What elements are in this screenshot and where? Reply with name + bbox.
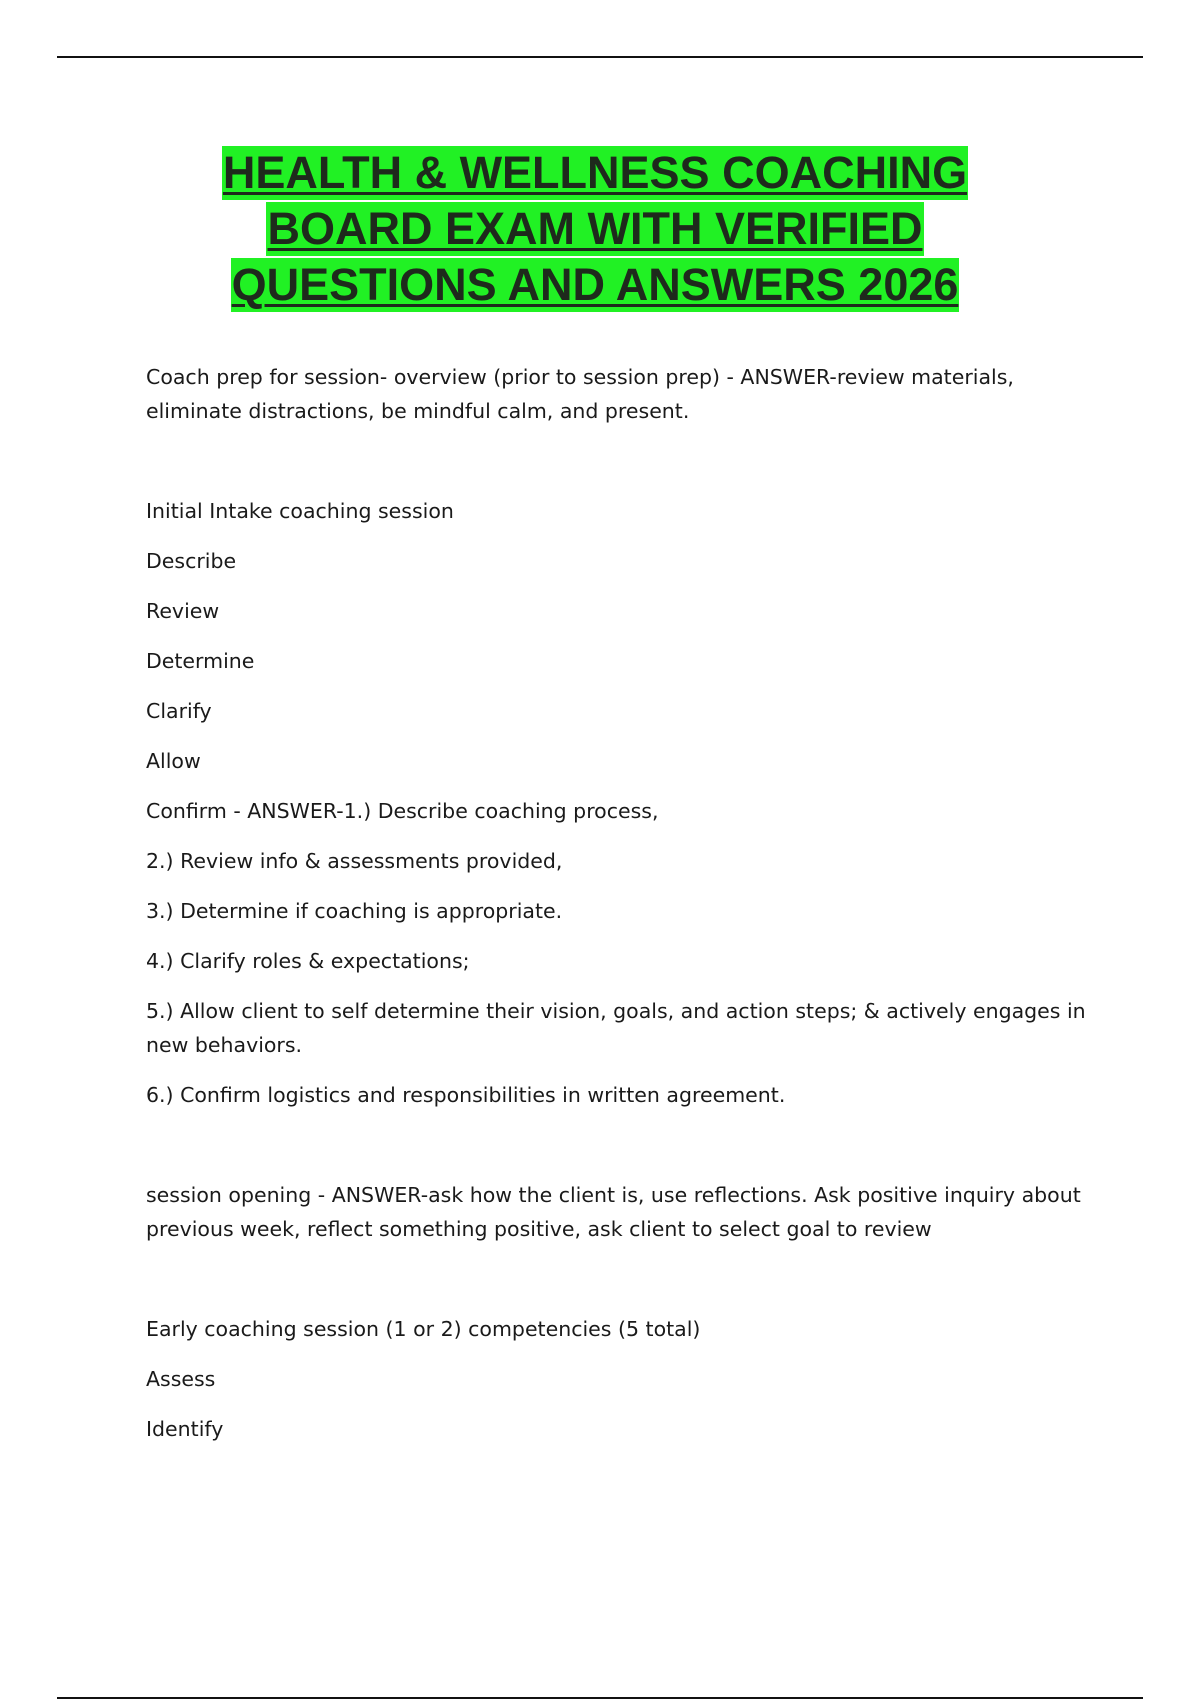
qa-line: Review — [146, 599, 220, 623]
qa-line: 6.) Confirm logistics and responsibilities in written agreement. — [146, 1083, 786, 1107]
document-title — [145, 146, 1045, 314]
qa-line: Assess — [146, 1367, 216, 1391]
qa-session-opening: session opening - ANSWER-ask how the client is, use reflections. Ask positive inquiry about previous week, reflect something positive, ask client to select goal to review — [146, 1183, 1081, 1241]
title-line-3: QUESTIONS AND ANSWERS 2026 — [231, 259, 959, 310]
title-line-1: HEALTH & WELLNESS COACHING — [222, 147, 968, 198]
qa-early-session — [146, 1312, 1096, 1446]
qa-line: 4.) Clarify roles & expectations; — [146, 949, 470, 973]
qa-line: Early coaching session (1 or 2) competencies (5 total) — [146, 1317, 701, 1341]
qa-line: Allow — [146, 749, 201, 773]
qa-line: Confirm - ANSWER-1.) Describe coaching process, — [146, 799, 659, 823]
qa-line: 5.) Allow client to self determine their vision, goals, and action steps; & actively engages in new behaviors. — [146, 999, 1086, 1057]
qa-line: Identify — [146, 1417, 224, 1441]
qa-prep-session: Coach prep for session- overview (prior to session prep) - ANSWER-review materials, eliminate distractions, be mindful calm, and present. — [146, 365, 1014, 423]
qa-line: Initial Intake coaching session — [146, 499, 454, 523]
bottom-rule — [57, 1697, 1143, 1699]
qa-line: Describe — [146, 549, 237, 573]
document-body — [146, 360, 1096, 1446]
qa-line: 2.) Review info & assessments provided, — [146, 849, 563, 873]
title-line-2: BOARD EXAM WITH VERIFIED — [267, 203, 923, 254]
top-rule — [57, 56, 1143, 58]
qa-initial-intake — [146, 494, 1096, 1112]
qa-line: Clarify — [146, 699, 212, 723]
qa-line: 3.) Determine if coaching is appropriate. — [146, 899, 563, 923]
qa-line: Determine — [146, 649, 255, 673]
